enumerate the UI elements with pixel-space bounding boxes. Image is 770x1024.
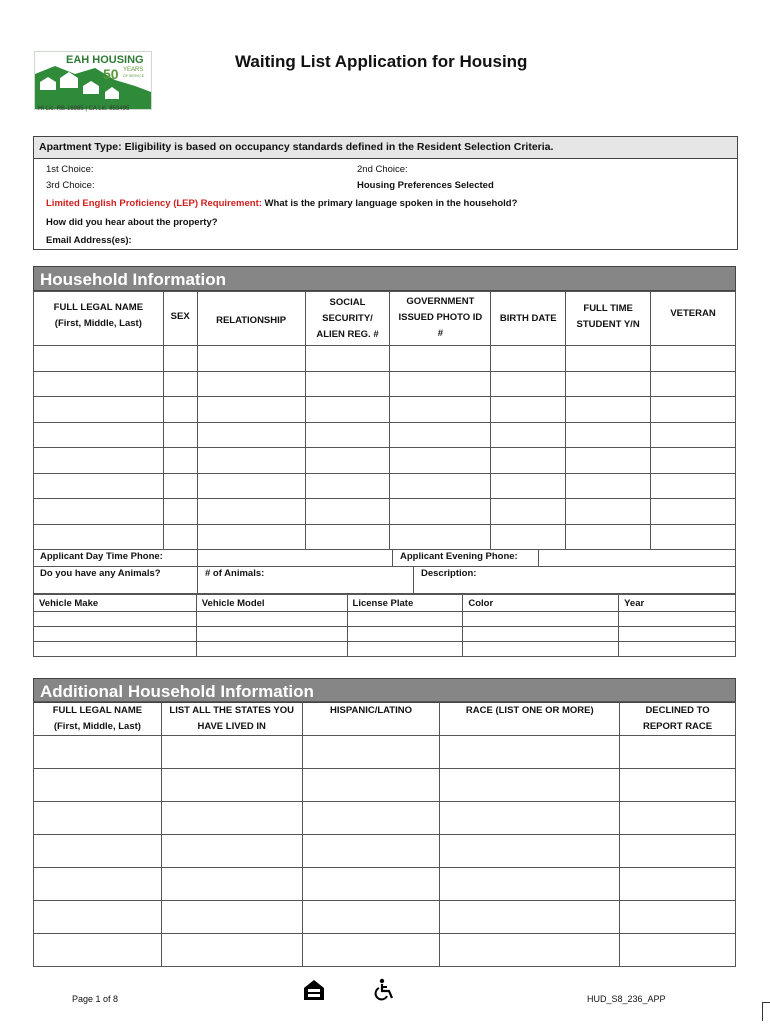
col-states-lived: LIST ALL THE STATES YOU HAVE LIVED IN [161,702,302,736]
vehicle-table [33,594,736,657]
animals-row [33,567,736,594]
additional-table [33,701,736,967]
table-row[interactable] [34,397,736,423]
wheelchair-icon [374,978,396,1002]
additional-header-row [34,702,736,736]
col-license-plate: License Plate [347,595,463,612]
additional-section-title: Additional Household Information [33,678,736,703]
household-section-title: Household Information [33,266,736,291]
table-row[interactable] [34,835,736,868]
table-row[interactable] [34,736,736,769]
table-row[interactable] [34,612,736,627]
col-full-legal-name: FULL LEGAL NAME (First, Middle, Last) [34,292,164,346]
apartment-type-box [33,136,738,250]
col-sex: SEX [163,292,197,346]
col-relationship: RELATIONSHIP [197,292,305,346]
housing-preferences-label: Housing Preferences Selected [357,180,494,191]
table-row[interactable] [34,769,736,802]
table-row[interactable] [34,627,736,642]
evening-phone-input[interactable] [537,549,735,566]
col-birth-date: BIRTH DATE [491,292,566,346]
num-animals-label[interactable]: # of Animals: [205,568,265,579]
animal-description-label[interactable]: Description: [421,568,477,579]
hear-question[interactable]: How did you hear about the property? [46,217,218,228]
col-veteran: VETERAN [651,292,736,346]
lep-label: Limited English Proficiency (LEP) Requirement: [46,198,262,209]
table-row[interactable] [34,524,736,550]
col-full-legal-name-2: FULL LEGAL NAME (First, Middle, Last) [34,702,162,736]
table-row[interactable] [34,868,736,901]
third-choice-field[interactable]: 3rd Choice: [46,180,95,191]
col-color: Color [463,595,619,612]
logo-years-word: YEARS [123,67,144,73]
form-code: HUD_S8_236_APP [587,994,666,1004]
household-table [33,291,736,550]
day-phone-label: Applicant Day Time Phone: [40,551,163,562]
page-number: Page 1 of 8 [72,994,119,1004]
logo-years-sub: OF SERVICE [123,74,145,78]
col-vehicle-model: Vehicle Model [196,595,347,612]
table-row[interactable] [34,346,736,372]
table-row[interactable] [34,802,736,835]
table-row[interactable] [34,934,736,967]
page-title: Waiting List Application for Housing [235,52,528,71]
col-vehicle-make: Vehicle Make [34,595,197,612]
animals-label[interactable]: Do you have any Animals? [40,568,161,579]
table-row[interactable] [34,448,736,474]
col-social-security: SOCIAL SECURITY/ ALIEN REG. # [305,292,390,346]
evening-phone-label: Applicant Evening Phone: [400,551,518,562]
second-choice-field[interactable]: 2nd Choice: [357,164,408,175]
first-choice-field[interactable]: 1st Choice: [46,164,94,175]
equal-housing-icon [302,978,326,1002]
page-corner-mark [762,1002,770,1021]
table-row[interactable] [34,642,736,657]
logo [34,51,152,110]
phone-row [33,549,736,567]
logo-text: EAH HOUSING [66,54,144,66]
table-row[interactable] [34,901,736,934]
table-row[interactable] [34,371,736,397]
household-header-row [34,292,736,346]
table-row[interactable] [34,422,736,448]
vehicle-header-row [34,595,736,612]
table-row[interactable] [34,473,736,499]
logo-years-number: 50 [103,66,119,82]
license-text: HI Lic. RB-16985 | CA Lic. 853495 [38,106,130,112]
day-phone-input[interactable] [197,549,393,566]
apartment-heading: Apartment Type: Eligibility is based on occupancy standards defined in the Resident Selection Criteria. [34,137,737,159]
col-student: FULL TIME STUDENT Y/N [566,292,651,346]
lep-question[interactable]: What is the primary language spoken in the household? [264,198,518,209]
col-year: Year [619,595,736,612]
table-row[interactable] [34,499,736,525]
col-photo-id: GOVERNMENT ISSUED PHOTO ID # [390,292,491,346]
col-race: RACE (LIST ONE OR MORE) [440,702,620,736]
col-declined-race: DECLINED TO REPORT RACE [620,702,736,736]
email-field[interactable]: Email Address(es): [46,235,132,246]
col-hispanic-latino: HISPANIC/LATINO [302,702,440,736]
